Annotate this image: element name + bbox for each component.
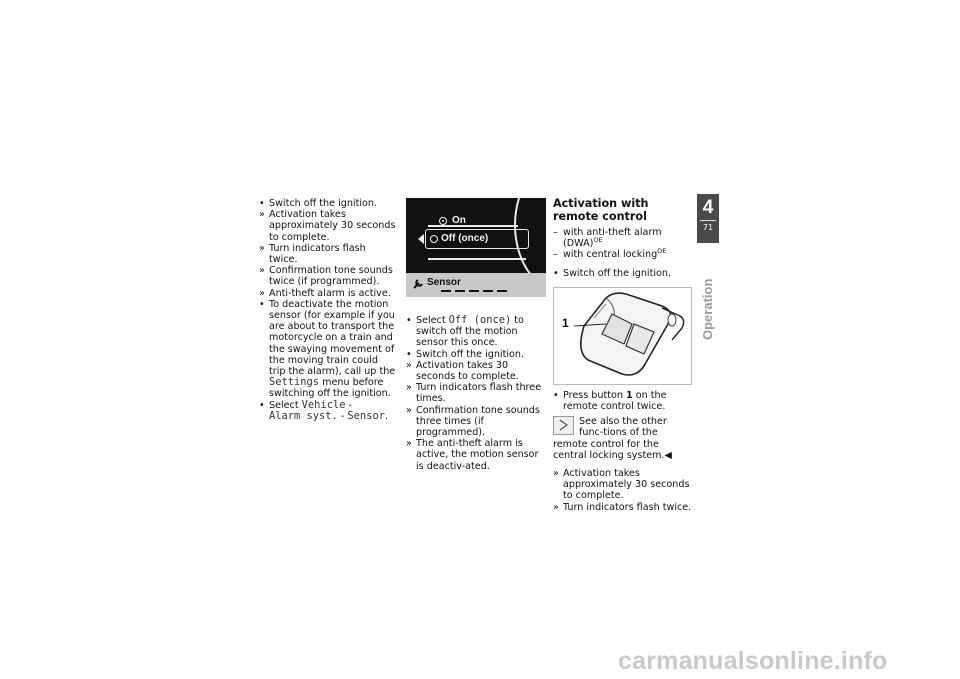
result-marker: » xyxy=(406,382,412,394)
list-item-text: Switch off the ignition. xyxy=(563,267,672,279)
column-3 xyxy=(553,198,693,513)
list-item-text: Confirmation tone sounds twice (if programmed). xyxy=(269,265,393,288)
chapter-number: 4 xyxy=(702,197,714,218)
list-item-text: Activation takes approximately 30 seconds to complete. xyxy=(563,468,690,502)
display-option-on: On xyxy=(452,215,466,226)
display-dash xyxy=(483,290,493,292)
sentence-end: . xyxy=(384,410,389,422)
arrow-left-icon xyxy=(418,234,424,244)
bullet-marker: • xyxy=(259,298,265,310)
bullet-marker: • xyxy=(553,267,559,279)
list-item-text: Activation takes approximately 30 seconds to complete. xyxy=(269,209,396,243)
list-item xyxy=(406,382,546,404)
list-item-text: To deactivate the motion sensor (for example if you are about to transport the motorcycle on a train and the swaying movement of the moving train could trip the alarm), call up the xyxy=(269,298,396,378)
result-marker: » xyxy=(406,359,412,371)
list-item xyxy=(259,209,397,243)
column-1 xyxy=(259,198,397,422)
list-item xyxy=(553,390,693,412)
list-item-text: Select xyxy=(269,399,299,411)
result-marker: » xyxy=(259,242,265,254)
result-marker: » xyxy=(259,287,265,299)
result-marker: » xyxy=(553,501,559,513)
list-item xyxy=(259,288,397,299)
option-item xyxy=(553,249,693,260)
button-reference: 1 xyxy=(626,389,633,401)
option-item xyxy=(553,227,693,249)
bullet-marker: • xyxy=(553,389,559,401)
display-footer-label: Sensor xyxy=(427,277,461,288)
bullet-marker: • xyxy=(259,399,265,411)
bullet-marker: • xyxy=(259,198,265,209)
watermark: carmanualsonline.info xyxy=(618,647,888,675)
list-item xyxy=(259,400,397,422)
result-marker: » xyxy=(406,438,412,450)
bullet-marker: • xyxy=(406,315,412,326)
list-item xyxy=(553,502,693,513)
display-dash xyxy=(469,290,479,292)
display-dash xyxy=(497,290,507,292)
list-item-text: Turn indicators flash twice. xyxy=(563,501,692,513)
list-item-text: Activation takes 30 seconds to complete. xyxy=(416,359,519,383)
chapter-tab xyxy=(697,194,719,243)
column-2 xyxy=(406,198,546,472)
list-item xyxy=(406,315,546,349)
menu-code: Vehicle xyxy=(301,398,346,411)
list-item-text: to switch off the motion sensor this once. xyxy=(416,315,524,349)
display-panel-image xyxy=(406,198,546,297)
list-item xyxy=(406,405,546,439)
note-triangle-icon xyxy=(553,416,574,435)
menu-separator: - xyxy=(340,410,345,422)
result-marker: » xyxy=(259,209,265,221)
list-item-text: Press button xyxy=(563,389,623,401)
dash-marker: – xyxy=(553,227,558,238)
remote-key-image xyxy=(553,287,692,385)
list-item xyxy=(406,360,546,382)
list-item xyxy=(259,198,397,209)
list-item-text: on the remote control twice. xyxy=(563,389,667,413)
list-item-text: menu before switching off the ignition. xyxy=(269,377,391,400)
note-block xyxy=(553,416,693,461)
display-dash xyxy=(455,290,465,292)
radio-off-icon xyxy=(430,235,438,243)
page-number: 71 xyxy=(700,220,716,232)
display-dash xyxy=(441,290,451,292)
list-item-text: Turn indicators flash twice. xyxy=(269,242,366,266)
dash-marker: – xyxy=(553,249,558,261)
option-text: with anti-theft alarm (DWA) xyxy=(563,227,662,250)
section-label: Operation xyxy=(700,278,715,340)
menu-code: Off (once) xyxy=(448,314,512,326)
display-divider xyxy=(428,258,526,260)
list-item xyxy=(259,265,397,287)
display-divider xyxy=(428,225,518,227)
list-item-text: Switch off the ignition. xyxy=(269,198,378,209)
oe-superscript: OE xyxy=(657,247,667,256)
list-item xyxy=(553,468,693,502)
list-item xyxy=(259,243,397,265)
list-item-text: Turn indicators flash three times. xyxy=(416,382,542,405)
list-item-text: Anti-theft alarm is active. xyxy=(269,287,391,299)
list-item xyxy=(406,438,546,472)
list-item-text: Select xyxy=(416,315,446,326)
menu-code: Settings xyxy=(269,376,320,389)
result-marker: » xyxy=(259,265,265,277)
end-marker-icon: ◀ xyxy=(664,449,672,461)
display-footer xyxy=(406,273,546,297)
result-marker: » xyxy=(553,468,559,480)
option-text: with central locking xyxy=(563,249,658,261)
menu-separator: - xyxy=(348,399,352,411)
note-text: See also the other func-tions of the remote control for the central locking system. xyxy=(553,416,667,461)
oe-superscript: OE xyxy=(593,236,603,245)
wrench-icon xyxy=(412,278,424,290)
key-callout-label: 1 xyxy=(562,315,569,330)
list-item-text: The anti-theft alarm is active, the motion sensor is deactiv-ated. xyxy=(416,438,539,472)
section-heading: Activation with remote control xyxy=(553,197,649,223)
menu-code: Alarm syst. xyxy=(269,409,338,422)
radio-on-icon xyxy=(439,217,447,225)
list-item xyxy=(406,349,546,360)
menu-code: Sensor xyxy=(347,409,385,422)
list-item xyxy=(259,299,397,400)
display-option-off: Off (once) xyxy=(441,233,489,244)
list-item-text: Switch off the ignition. xyxy=(416,348,525,360)
list-item-text: Confirmation tone sounds three times (if programmed). xyxy=(416,404,540,439)
result-marker: » xyxy=(406,404,412,416)
remote-key-illustration xyxy=(554,288,691,384)
bullet-marker: • xyxy=(406,348,412,360)
list-item xyxy=(553,268,693,279)
